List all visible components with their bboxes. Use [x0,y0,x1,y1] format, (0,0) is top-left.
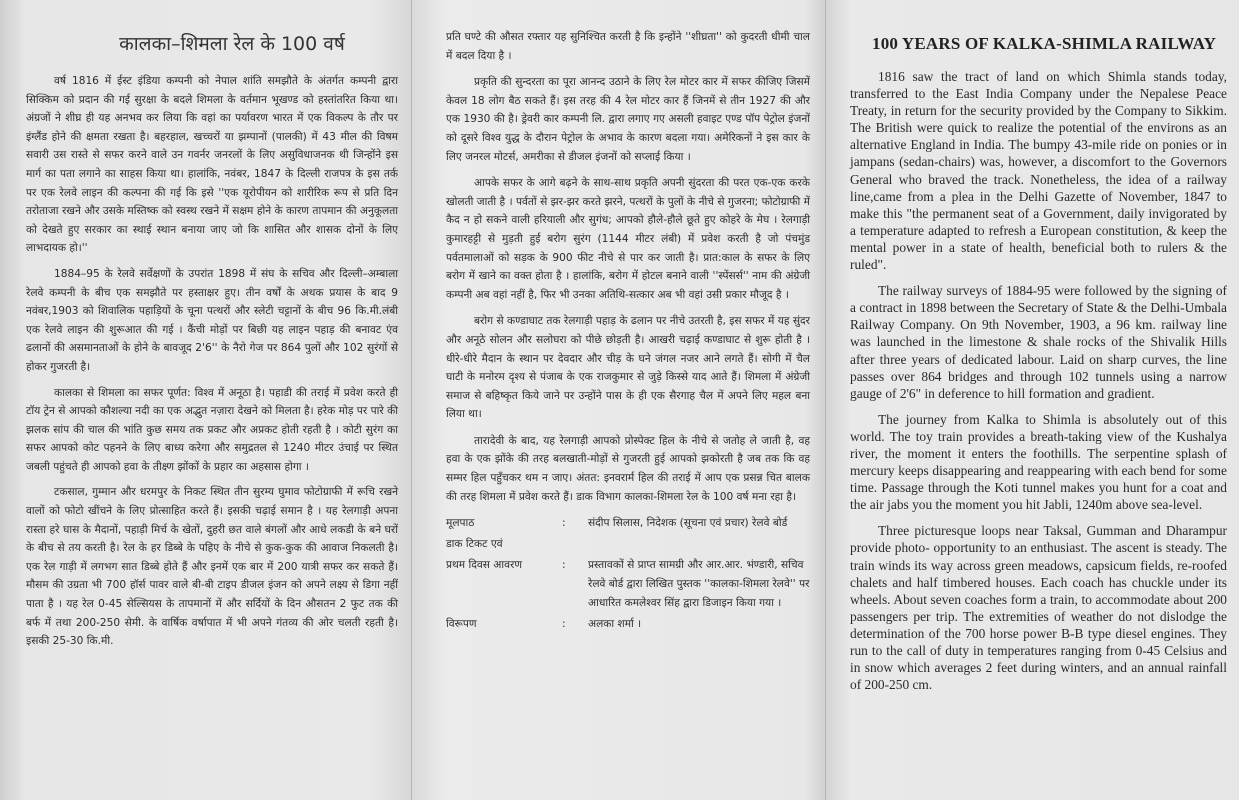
hindi-middle-panel [412,0,826,800]
credits-block [446,514,810,634]
english-paragraph: The railway surveys of 1884-95 were followed by the signing of a contract in 1898 between the Secretary of State & the Delhi-Umbala Railway Company. On 9th November, 1903, a 96 km. railway line was launched in the limestone & shale rocks of the Shivalik Hills after three years of dedicated labour. Laid on sharp curves, the line passes over 864 bridges and through 102 tunnels using a narrow gauge of 2'6" in deference to hill formation and gradient. [850,283,1227,401]
english-paragraph: The journey from Kalka to Shimla is absolutely out of this world. The toy train provides a breath-taking view of the Kushalya river, the moment it enters the foothills. The serpentine splash of mercury keeps disappearing and reappearing with each bend for some time. Passage through the Koti tunnel makes you hunt for a coat and the air jabs you the moment you hit Jabli, 1240m above sea-level. [850,411,1227,513]
credit-value: प्रस्तावकों से प्राप्त सामग्री और आर.आर. भंण्डारी, सचिव रेलवे बोर्ड द्वारा लिखित पुस्तक ''कालका-शिमला रेलवे'' पर आधारित कमलेश्वर सिंह द्वारा डिजाइन किया गया । [588,559,810,610]
credit-label: डाक टिकट एवं [446,538,503,551]
hindi-paragraph: तारादेवी के बाद, यह रेलगाड़ी आपको प्रोस्पेक्ट हिल के नीचे से जताेह ले जाती है, वह हवा के एक झोंके की तरह बलखाती-मोड़ों से गुजरती हुई आपको झकोरती है जब तक कि वह सम्मर हिल पहुँचकर थम न जाए। अंतत: इनवरार्म हिल की तराई में आप एक प्रसन्न चित बालक की तरह शिमला में प्रवेश करते हैं। डाक विभाग कालका-शिमला रेल के 100 वर्ष मना रहा है। [446,434,810,503]
hindi-paragraph: 1884–95 के रेलवे सर्वेक्षणों के उपरांत 1898 में संघ के सचिव और दिल्ली–अम्बाला रेलवे कम्पनी के बीच एक समझौते पर हस्ताक्षर हुए। तीन वर्षों के अथक प्रयास के बाद 9 नवंबर,1903 को शिवालिक पहाड़ियों के चूना पत्थरों और स्लेटी चट्टानों के बीच 96 कि.मी.लंबी एक रेलवे लाइन की शुरूआत की गई । कैंची मोड़ों पर बिछी यह लाइन पहाड़ की बनावट एंव ढलानों की असमानताओं के होने के बावजूद 2'6'' के नैरो गेज पर 864 पुलों और 102 सुरंगों से होकर गुजरती है। [26,267,398,373]
credit-value [588,535,810,554]
english-panel [826,0,1239,800]
credit-label: विरूपण [446,618,477,631]
credit-label: मूलपाठ [446,517,475,530]
hindi-paragraph: प्रकृति की सुन्दरता का पूरा आनन्द उठाने के लिए रेल मोटर कार में सफर कीजिए जिसमें केवल 18 लोग बैठ सकते हैं। इस तरह की 4 रेल मोटर कार हैं जिनमें से तीन 1927 की और एक 1930 की है। ड्रेवरी कार कम्पनी लि. द्वारा लगाए गए असली हवाइट एण्ड पॉप पेट्रोल इंजनों को दूसरे विश्व युद्ध के दौरान पेट्रोल के अभाव के कारण बदला गया। अमेरिकनों ने इस कार के लिए जनरल मोटर्स, अमरीका से डीजल इंजनों को सप्लाई किया । [446,76,810,163]
english-paragraph: Three picturesque loops near Taksal, Gumman and Dharampur provide photo- opportunity to an enthusiast. The ascent is steady. The train winds its way across green meadows, capsicum fields, re-roofed chalets and half timbered houses. Each coach has chuckle under its wheels. About seven coaches form a train, to accommodate about 200 passengers per trip. The extremities of weather do not dislodge the determination of the 700 horse power B-B type diesel engines. They run to the call of duty in temperatures ranging from 0-45 Celsius and in snow which averages 2 feet during winters, and an annual rainfall of 200-250 cm. [850,523,1227,693]
credit-row [446,556,810,613]
credit-colon: : [562,517,566,530]
hindi-paragraph: वर्ष 1816 में ईस्ट इंडिया कम्पनी को नेपाल शांति समझौते के अंतर्गत कम्पनी द्वारा सिक्किम को प्रदान की गई सुरक्षा के बदले शिमला के वर्तमान भूखण्ड को हस्तांतरित किया था। अंग्रजों ने शीघ्र ही यह अनभव कर लिया कि वहां का पर्यावरण भारत में एक विकल्प के तौर पर इंग्लैंड होने की क्षमता रखता है। बहरहाल, खच्चरों या झम्पानों (पालकी) में 43 मील की विषम सवारी उस रास्ते से सफर करने वाले उन गवर्नर जनरलों के लिए असुविधाजनक थी जिन्होंने इस मार्ग का पता लगाने का साहस किया था। हालांकि, नवंबर, 1847 के दिल्ली राजपत्र के इस तर्क पर एक रेलवे लाइन की कल्पना की गई कि इसे ''एक यूरोपीयन को शारीरिक रूप से प्रति दिन तरोताजा रखने और उसके मस्तिष्क को स्वस्थ रखने में सक्षम होने के कारण तापमान की अनुकूलता को देखते हुए सरकार का स्थाई स्थान बनाया जाए जो कि शासित और शासक दोनों के लिए लाभदायक हो।'' [26,75,398,255]
credit-value: अलका शर्मा । [588,618,642,631]
hindi-paragraph: बरोग से कण्डाघाट तक रेलगाड़ी पहाड़ के ढलान पर नीचे उतरती है, इस सफर में यह सुंदर और अनूठे सोलन और सलोघरा को पीछे छोड़ती है। आखरी चढ़ाई कण्डाघाट से शुरू होती है । धीरे-धीरे मैदान के स्थान पर देवदार और चीड़ के घने जंगल नजर आने लगते हैं। सोगी में चैल घाटी के मनोरम दृश्य से पंजाब के एक राजकुमार से जुड़े किस्से याद आते हैं। शिमला में अंग्रेजी समाज से बहिष्कृत किये जाने पर उन्होंने पास के ही एक सैरगाह चैल में अपने लिए महल बना लिया था। [446,315,810,421]
credit-colon: : [562,559,566,572]
credit-row [446,514,810,533]
english-paragraph: 1816 saw the tract of land on which Shimla stands today, transferred to the East India Company under the Nepalese Peace Treaty, in return for the security provided by the Company to Sikkim. The British were quick to realize the potential of the environs as an alternative England in India. The bumpy 43-mile ride on ponies or in jampans (sedan-chairs) was, however, a discomfort to the Governors General who braved the track. Nonetheless, the idea of a railway line,came from a plea in the Delhi Gazette of November, 1847 to make this "the permanent seat of a Government, daily invigorated by a temperature adapted to refresh a European constitution, & keep the mental power in a state of health, beneficial both to rulers & the ruled". [850,69,1227,273]
credit-colon: : [562,618,566,631]
hindi-left-panel [0,0,412,800]
credit-row [446,535,810,554]
english-title: 100 YEARS OF KALKA-SHIMLA RAILWAY [872,34,1217,53]
hindi-paragraph: टकसाल, गुम्मान और धरमपुर के निकट स्थित तीन सुरम्य घुमाव फोटोग्राफी में रूचि रखने वालों को फोटो खींचने के लिए प्रोत्साहित करते हैं। इसकी चढ़ाई समान है । यह रेलगाड़ी अपना रास्ता हरे घास के मैदानों, पहाड़ी मिर्च के खेतों, दुहरी छत वाले बंगलों और आधे लकडी के बने घरों के बीच से तय करती है। रेल के हर डिब्बे के पहिए के नीचे से कुक-कुक की आवाज निकलती है। एक रेल गाड़ी में लगभग सात डिब्बे होते हैं और इनमें एक बार में 200 यात्री सफर कर सकते हैं। मौसम की उग्रता भी 700 हॉर्स पावर वाले बी-बी टाइप डीजल इंजन को अपने लक्ष्य से डिगा नहीं पाता है । यह रेल 0-45 सेल्सियस के तापमानों में और सर्दियों के दिन औसतन 2 फुट तक की बर्फ में तथा 200-250 सेमी. के वार्षिक वर्षापात में भी अपने गंतव्य की ओर चलती रहती है। इसकी 25-30 कि.मी. [26,486,398,648]
credit-value: संदीप सिलास, निदेशक (सूचना एवं प्रचार) रेलवे बोर्ड [588,517,788,530]
credit-row [446,615,810,634]
credit-colon [562,535,588,554]
credit-label: प्रथम दिवस आवरण [446,559,522,572]
hindi-paragraph: आपके सफर के आगे बढ़ने के साथ-साथ प्रकृति अपनी सुंदरता की परत एक-एक करके खोलती जाती है । पर्वतों से झर-झर करते झरने, पत्थरों के पुलों के नीचे से गुजरना; फोटोग्राफी में कैद न हो सकने वाली हरियाली और सुगंध; आपको हौले-हौले छूते हुए कोहरे के मेघ । रेलगाड़ी कुमारहट्टी से मुड़ती हुई बरोग सुरंग (1144 मीटर लंबी) में प्रवेश करती है जो पंचमुंड पर्वतमालाओं को सड़क के 900 फीट नीचे से पार कर जाती है। प्रात:काल के सफर के लिए बरोग में खाने का वक्त होता है । हालांकि, बरोग में होटल बनाने वाली ''स्पेंसर्स'' नाम की अंग्रेजी कम्पनी अब वहां नहीं है, फिर भी उनका अतिथि-सत्कार अब भी वहां उसी प्रकार मौजूद है । [446,177,810,301]
hindi-paragraph: कालका से शिमला का सफर पूर्णत: विश्व में अनूठा है। पहाडी की तराई में प्रवेश करते ही टॉय ट्रेन से आपको कौशल्या नदी का एक अद्भुत नज़ारा देखने को मिलता है। हरेक मोड़ पर पारे की झलक सांप की चाल की भांति कुछ समय तक प्रकट और अप्रकट होती रहती है । कोटी सुरंग का सफर आपको कोट पहनने के लिए बाध्य करेगा और समुद्रतल से 1240 मीटर उंचाई पर स्थित जबली पहुंचते ही आपको हवा के तीक्ष्ण झोंकों के प्रहार का अहसास होगा । [26,386,398,473]
hindi-paragraph: प्रति घण्टे की औसत रफ्तार यह सुनिश्चित करती है कि इन्होंने ''शीघ्रता'' को कुदरती धीमी चाल में बदल दिया है । [446,31,810,62]
hindi-title: कालका–शिमला रेल के 100 वर्ष [119,33,345,55]
